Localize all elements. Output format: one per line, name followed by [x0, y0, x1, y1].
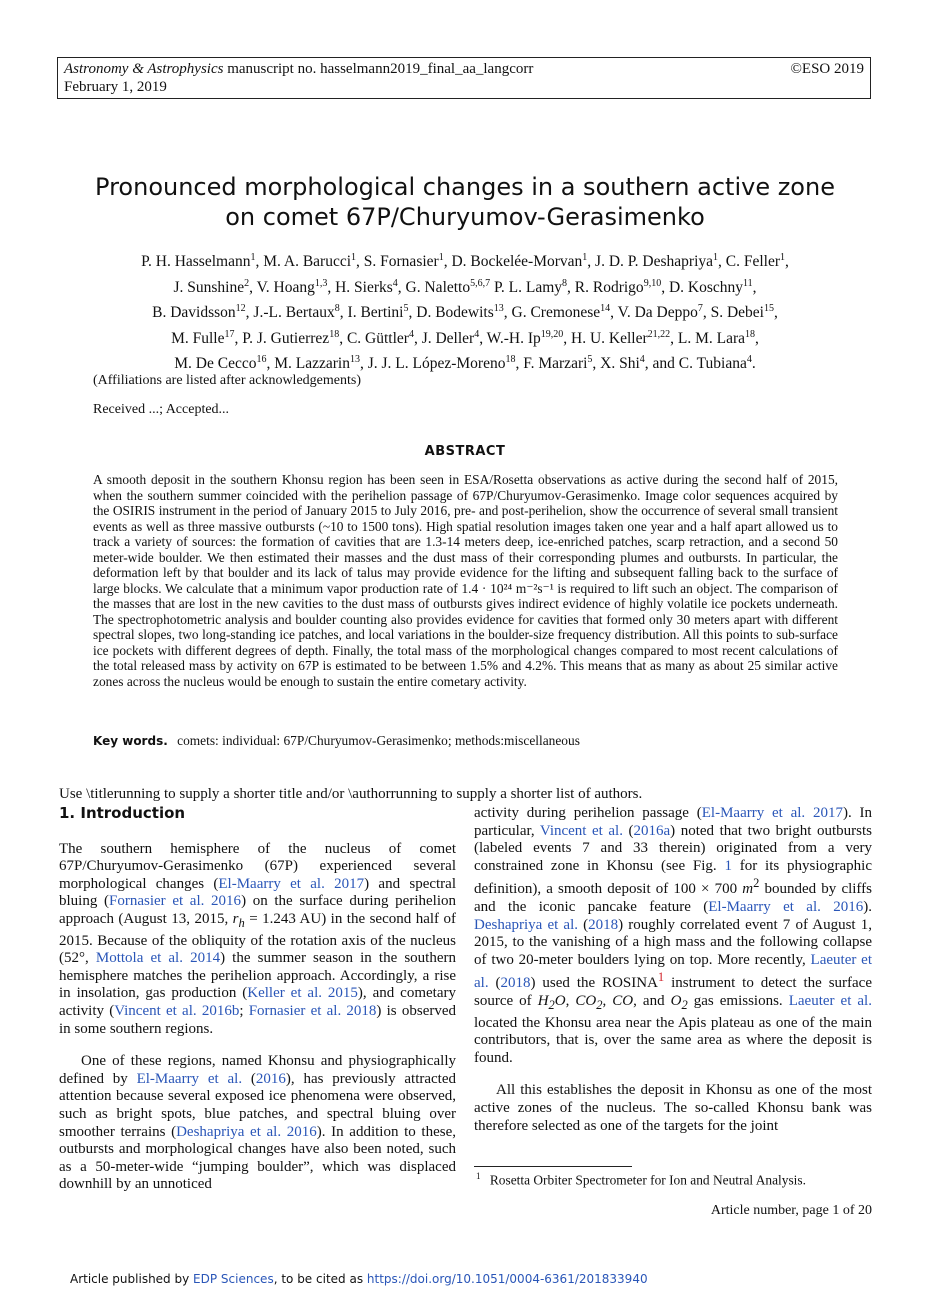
running-header — [57, 57, 871, 99]
paragraph: The southern hemisphere of the nucleus of comet 67P/Churyumov-Gerasimenko (67P) experienced several morphological changes (El-Maarry et al. 2017) and spectral bluing (Fornasier et al. 2016) on the surface during perihelion approach (August 13, 2015, $r_h = 1.243$ AU) in the second half of 2015. Because of the obliquity of the rotation axis of the nucleus (52°, Mottola et al. 2014) the summer season in the southern hemisphere matches the perihelion approach. Accordingly, a rise in insolation, gas production (Keller et al. 2015), and cometary activity (Vincent et al. 2016b; Fornasier et al. 2018) is observed in some southern regions. — [59, 840, 456, 1037]
paper-title — [0, 172, 930, 232]
manuscript-date: February 1, 2019 — [64, 79, 167, 95]
author-list — [60, 247, 870, 375]
footnote-text: Rosetta Orbiter Spectrometer for Ion and Neutral Analysis. — [489, 1172, 806, 1188]
keywords — [93, 733, 838, 749]
publisher-link[interactable]: EDP Sciences — [193, 1272, 274, 1286]
received-accepted: Received ...; Accepted... — [93, 402, 230, 417]
section-heading: 1. Introduction — [59, 804, 186, 822]
footnote-rule — [474, 1166, 632, 1167]
title-line-2: on comet 67P/Churyumov-Gerasimenko — [225, 203, 705, 231]
paragraph: All this establishes the deposit in Khonsu as one of the most active zones of the nucleus. The so-called Khonsu bank was therefore selected as one of the targets for the joint — [474, 1082, 872, 1134]
left-column — [59, 805, 456, 1194]
author-line: J. Sunshine$^2$, V. Hoang$^{1,3}$, H. Sierks$^4$, G. Naletto$^{5,6,7}$ P. L. Lamy$^8$, R. Rodrigo$^{9,10}$, D. Koschny$^{11}$, — [173, 277, 757, 296]
copyright: ©ESO 2019 — [790, 61, 864, 77]
title-line-1: Pronounced morphological changes in a southern active zone — [95, 173, 835, 201]
footnote — [476, 1171, 806, 1188]
publisher-prefix: Article published by — [70, 1272, 190, 1286]
author-line: B. Davidsson$^{12}$, J.-L. Bertaux$^8$, I. Bertini$^5$, D. Bodewits$^{13}$, G. Cremonese$^{14}$, V. Da Deppo$^7$, S. Debei$^{15}$, — [152, 303, 778, 322]
doi-link[interactable]: https://doi.org/10.1051/0004-6361/201833940 — [366, 1272, 648, 1286]
abstract-text: A smooth deposit in the southern Khonsu region has been seen in ESA/Rosetta observations as active during the second half of 2015, when the southern summer coincided with the perihelion passage of 67P/Churyumov-Gerasimenko. Image color sequences acquired by the OSIRIS instrument in the period of January 2015 to July 2016, pre- and post-perihelion, show the occurrence of several small transient events as well as three massive outbursts (~10 to 1500 tons). High spatial resolution images taken one year and a half apart allowed us to track a variety of sources: the formation of cavities that are 1.3-14 meters deep, ice-enriched patches, scarp retraction, and a second 50 meter-wide boulder. We then estimated their masses and the dust mass of their corresponding plumes and outbursts. In particular, the deformation left by that boulder and its lack of talus may provide evidence for the lifting and subsequent falling back to the surface of large blocks. We calculate that a minimum vapor production rate of 1.4 · 10²⁴ m⁻²s⁻¹ is required to lift such an object. The comparison of the masses that are lost in the new cavities to the dust mass of outbursts gives indirect evidence of highly volatile ice pockets underneath. The spectrophotometric analysis and boulder counting also provides evidence for cavities that formed only 30 meters apart with different spectral slopes, two long-standing ice patches, and local variations in the boulder-size frequency distribution. All this points to sub-surface ice pockets with different degrees of depth. Finally, the total mass of the morphological changes compared to most recent calculations of the total released mass by activity on 67P is estimated to be between 1.5% and 4.2%. This means that as many as about 25 similar active zones across the nucleus would be enough to sustain the entire cometary activity. — [93, 472, 838, 689]
keywords-label: Key words. — [93, 734, 168, 748]
author-line: P. H. Hasselmann$^1$, M. A. Barucci$^1$, S. Fornasier$^1$, D. Bockelée-Morvan$^1$, J. D. P. Deshapriya$^1$, C. Feller$^1$, — [141, 252, 789, 271]
affiliations-note: (Affiliations are listed after acknowledgements) — [93, 373, 361, 388]
manuscript-number: manuscript no. hasselmann2019_final_aa_langcorr — [227, 61, 534, 77]
keywords-text: comets: individual: 67P/Churyumov-Gerasimenko; methods:miscellaneous — [177, 733, 580, 748]
abstract-heading: ABSTRACT — [424, 444, 506, 459]
footnote-mark: 1 — [476, 1171, 481, 1181]
titlerunning-note: Use \titlerunning to supply a shorter title and/or \authorrunning to supply a shorter list of authors. — [59, 786, 643, 802]
publisher-line — [70, 1272, 648, 1286]
paragraph: One of these regions, named Khonsu and physiographically defined by El-Maarry et al. (2016), has previously attracted attention because several exposed ice phenomena were observed, such as bright spots, blue patches, and spectral bluing over smoother terrains (Deshapriya et al. 2016). In addition to these, outbursts and morphological changes have also been noted, such as a 50-meter-wide “jumping boulder”, which was displaced downhill by an unnoticed — [59, 1053, 456, 1193]
page-number: Article number, page 1 of 20 — [710, 1203, 872, 1218]
publisher-mid: , to be cited as — [273, 1272, 364, 1286]
author-line: M. De Cecco$^{16}$, M. Lazzarin$^{13}$, J. J. L. López-Moreno$^{18}$, F. Marzari$^5$, X. Shi$^4$, and C. Tubiana$^4$. — [174, 354, 756, 373]
paragraph: activity during perihelion passage (El-Maarry et al. 2017). In particular, Vincent et al. (2016a) noted that two bright outbursts (labeled events 7 and 33 therein) originated from a very constrained zone in Khonsu (see Fig. 1 for its physiographic definition), a smooth deposit of 100 × 700 $m^2$ bounded by cliffs and the iconic pancake feature (El-Maarry et al. 2016). Deshapriya et al. (2018) roughly correlated event 7 of August 1, 2015, to the vanishing of a high mass and the following collapse of two 20-meter boulders lying on top. More recently, Laeuter et al. (2018) used the ROSINA$^1$ instrument to detect the surface source of $H_2O$, $CO_2$, CO, and $O_2$ gas emissions. Laeuter et al. located the Khonsu area near the Apis plateau as one of the main contributors, that is, over the same area as where the deposit is found. — [474, 805, 873, 1066]
right-column — [474, 805, 872, 1135]
manuscript-line — [64, 60, 864, 78]
author-line: M. Fulle$^{17}$, P. J. Gutierrez$^{18}$, C. Güttler$^4$, J. Deller$^4$, W.-H. Ip$^{19,20}$, H. U. Keller$^{21,22}$, L. M. Lara$^{18}$, — [171, 328, 759, 347]
journal-name: Astronomy & Astrophysics — [64, 61, 224, 77]
